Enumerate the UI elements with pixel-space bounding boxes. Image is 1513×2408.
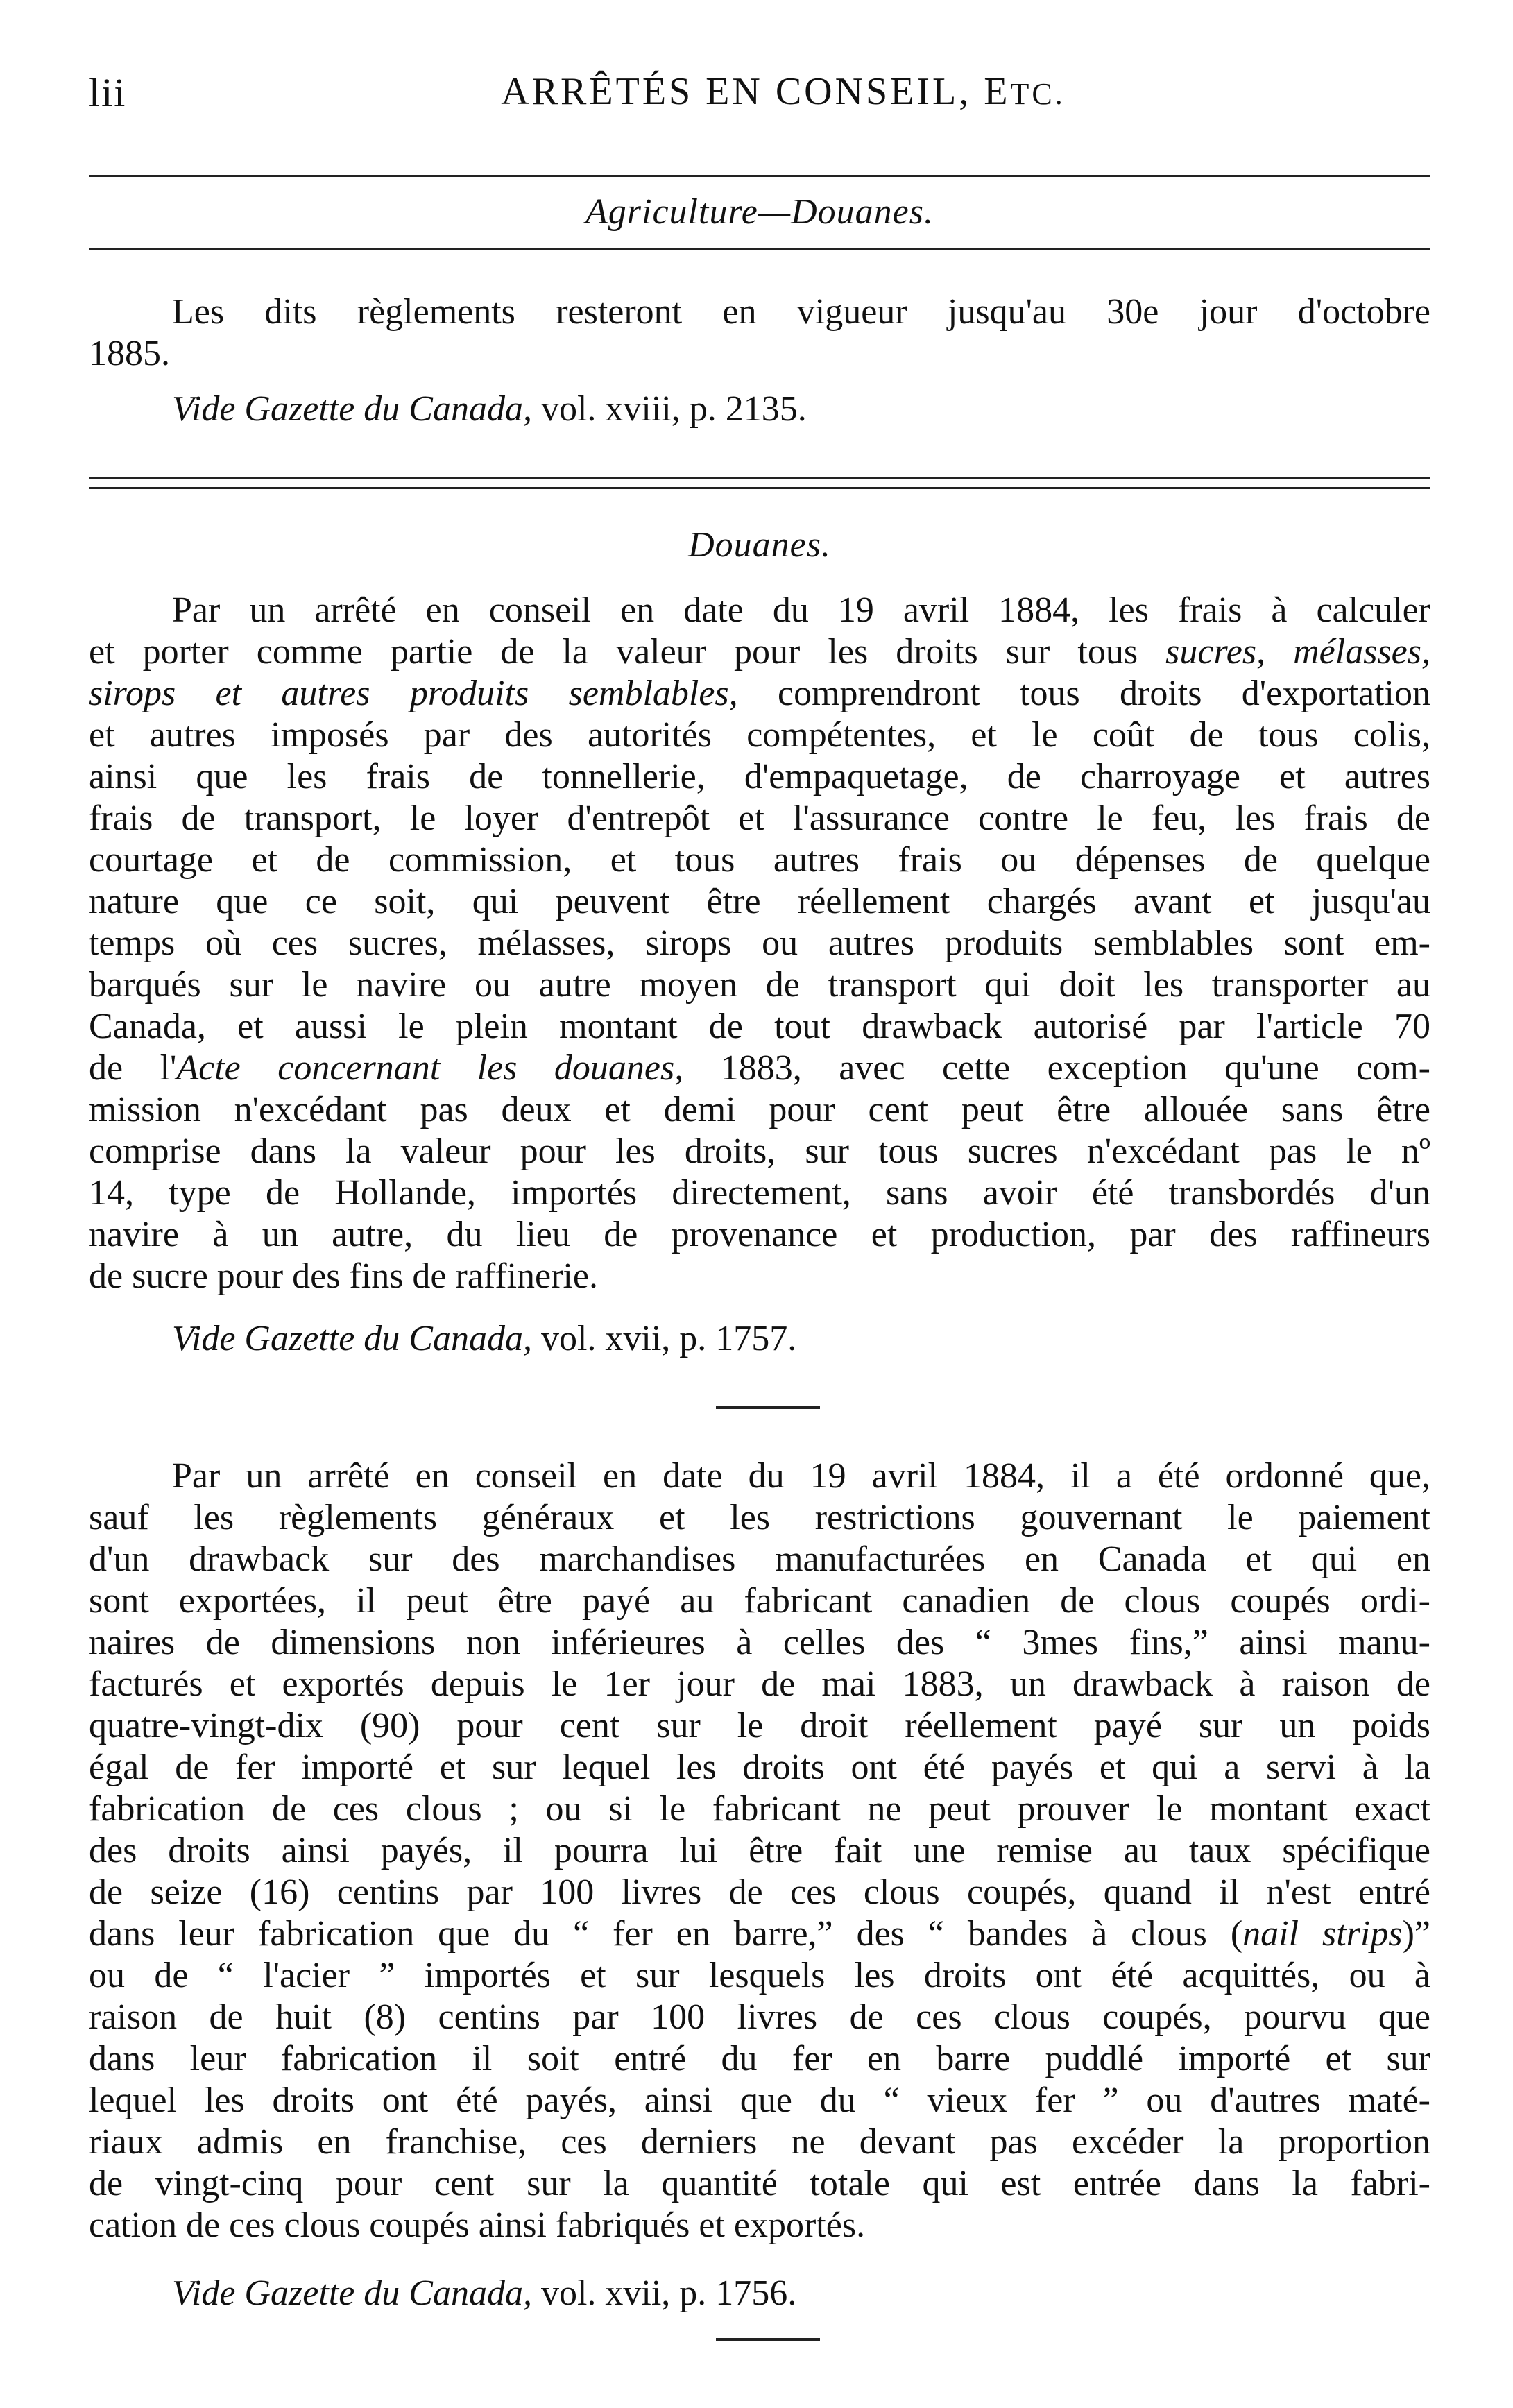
paragraph-line: de seize (16) centins par 100 livres de ces clous coupés, quand il n'est entré [89, 1872, 1430, 1912]
section1-paragraph [89, 291, 1430, 375]
paragraph-line: de l'Acte concernant les douanes, 1883, avec cette exception qu'une com- [89, 1048, 1430, 1088]
paragraph-line: naires de dimensions non inférieures à celles des “ 3mes fins,” ainsi manu- [89, 1623, 1430, 1662]
paragraph-line: navire à un autre, du lieu de provenance et production, par des raffineurs [89, 1215, 1430, 1254]
page-number: lii [89, 70, 127, 115]
paragraph-line: courtage et de commission, et tous autres frais ou dépenses de quelque [89, 840, 1430, 880]
paragraph-line: des droits ainsi payés, il pourra lui être fait une remise au taux spécifique [89, 1831, 1430, 1870]
citation-reference: vol. xvii, p. 1756. [531, 2273, 797, 2313]
paragraph-line: riaux admis en franchise, ces derniers ne devant pas excéder la proportion [89, 2122, 1430, 2162]
citation-source: Vide Gazette du Canada, [172, 389, 532, 429]
paragraph-line: sirops et autres produits semblables, comprendront tous droits d'exportation [89, 674, 1430, 713]
running-title-smallcaps: TC. [1010, 77, 1066, 111]
paragraph-line: quatre-vingt-dix (90) pour cent sur le droit réellement payé sur un poids [89, 1706, 1430, 1745]
paragraph-line: 14, type de Hollande, importés directement, sans avoir été transbordés d'un [89, 1173, 1430, 1213]
paragraph-line: mission n'excédant pas deux et demi pour cent peut être allouée sans être [89, 1090, 1430, 1129]
paragraph-line: cation de ces clous coupés ainsi fabriqués et exportés. [89, 2205, 866, 2245]
paragraph-line: ou de “ l'acier ” importés et sur lesquels les droits ont été acquittés, ou à [89, 1956, 1430, 1995]
paragraph-line: sont exportées, il peut être payé au fabricant canadien de clous coupés ordi- [89, 1581, 1430, 1621]
page-header [89, 69, 1429, 125]
paragraph-line: lequel les droits ont été payés, ainsi que du “ vieux fer ” ou d'autres maté- [89, 2081, 1430, 2120]
short-separator-rule [716, 1406, 820, 1409]
paragraph-line: nature que ce soit, qui peuvent être réellement chargés avant et jusqu'au [89, 882, 1430, 921]
running-title [89, 69, 1429, 114]
running-title-main: ARRÊTÉS EN CONSEIL, E [501, 70, 1011, 113]
section-title-douanes: Douanes. [688, 525, 831, 565]
section2-paragraph [89, 590, 1430, 1297]
paragraph-line: et autres imposés par des autorités compétentes, et le coût de tous colis, [89, 715, 1430, 755]
double-rule-top [89, 477, 1430, 479]
paragraph-line: sauf les règlements généraux et les restrictions gouvernant le paiement [89, 1498, 1430, 1537]
paragraph-line: Les dits règlements resteront en vigueur jusqu'au 30e jour d'octobre [172, 292, 1430, 332]
paragraph-line: égal de fer importé et sur lequel les droits ont été payés et qui a servi à la [89, 1748, 1430, 1787]
paragraph-line: Par un arrêté en conseil en date du 19 avril 1884, il a été ordonné que, [172, 1456, 1430, 1496]
paragraph-line: temps où ces sucres, mélasses, sirops ou autres produits semblables sont em- [89, 923, 1430, 963]
paragraph-line: Canada, et aussi le plein montant de tout drawback autorisé par l'article 70 [89, 1007, 1430, 1046]
paragraph-line: de sucre pour des fins de raffinerie. [89, 1256, 598, 1296]
paragraph-line: Par un arrêté en conseil en date du 19 avril 1884, les frais à calculer [172, 590, 1430, 630]
paragraph-line: frais de transport, le loyer d'entrepôt et l'assurance contre le feu, les frais de [89, 799, 1430, 838]
citation-source: Vide Gazette du Canada, [172, 1319, 532, 1358]
paragraph-line: barqués sur le navire ou autre moyen de transport qui doit les transporter au [89, 965, 1430, 1005]
citation-reference: vol. xviii, p. 2135. [531, 389, 807, 429]
divider-rule [89, 175, 1430, 177]
paragraph-line: facturés et exportés depuis le 1er jour de mai 1883, un drawback à raison de [89, 1664, 1430, 1704]
paragraph-line: d'un drawback sur des marchandises manufacturées en Canada et qui en [89, 1539, 1430, 1579]
section3-paragraph [89, 1455, 1430, 2246]
paragraph-line: de vingt-cinq pour cent sur la quantité totale qui est entrée dans la fabri- [89, 2164, 1430, 2203]
paragraph-line: fabrication de ces clous ; ou si le fabricant ne peut prouver le montant exact [89, 1789, 1430, 1829]
paragraph-line: dans leur fabrication que du “ fer en barre,” des “ bandes à clous (nail strips)” [89, 1914, 1431, 1954]
section-title-agriculture-douanes: Agriculture—Douanes. [585, 192, 934, 232]
double-rule-bottom [89, 487, 1430, 489]
paragraph-line: raison de huit (8) centins par 100 livres de ces clous coupés, pourvu que [89, 1997, 1430, 2037]
paragraph-line: ainsi que les frais de tonnellerie, d'empaquetage, de charroyage et autres [89, 757, 1430, 796]
paragraph-line: 1885. [89, 334, 170, 373]
citation-source: Vide Gazette du Canada, [172, 2273, 532, 2313]
paragraph-line: dans leur fabrication il soit entré du fer en barre puddlé importé et sur [89, 2039, 1430, 2078]
citation-gazette-2135 [172, 388, 807, 429]
citation-gazette-1756 [172, 2273, 796, 2314]
paragraph-line: comprise dans la valeur pour les droits, sur tous sucres n'excédant pas le nº [89, 1132, 1430, 1171]
paragraph-line: et porter comme partie de la valeur pour les droits sur tous sucres, mélasses, [89, 632, 1430, 672]
citation-gazette-1757 [172, 1318, 796, 1359]
divider-rule [89, 248, 1430, 250]
short-separator-rule [716, 2338, 820, 2341]
citation-reference: vol. xvii, p. 1757. [531, 1319, 797, 1358]
